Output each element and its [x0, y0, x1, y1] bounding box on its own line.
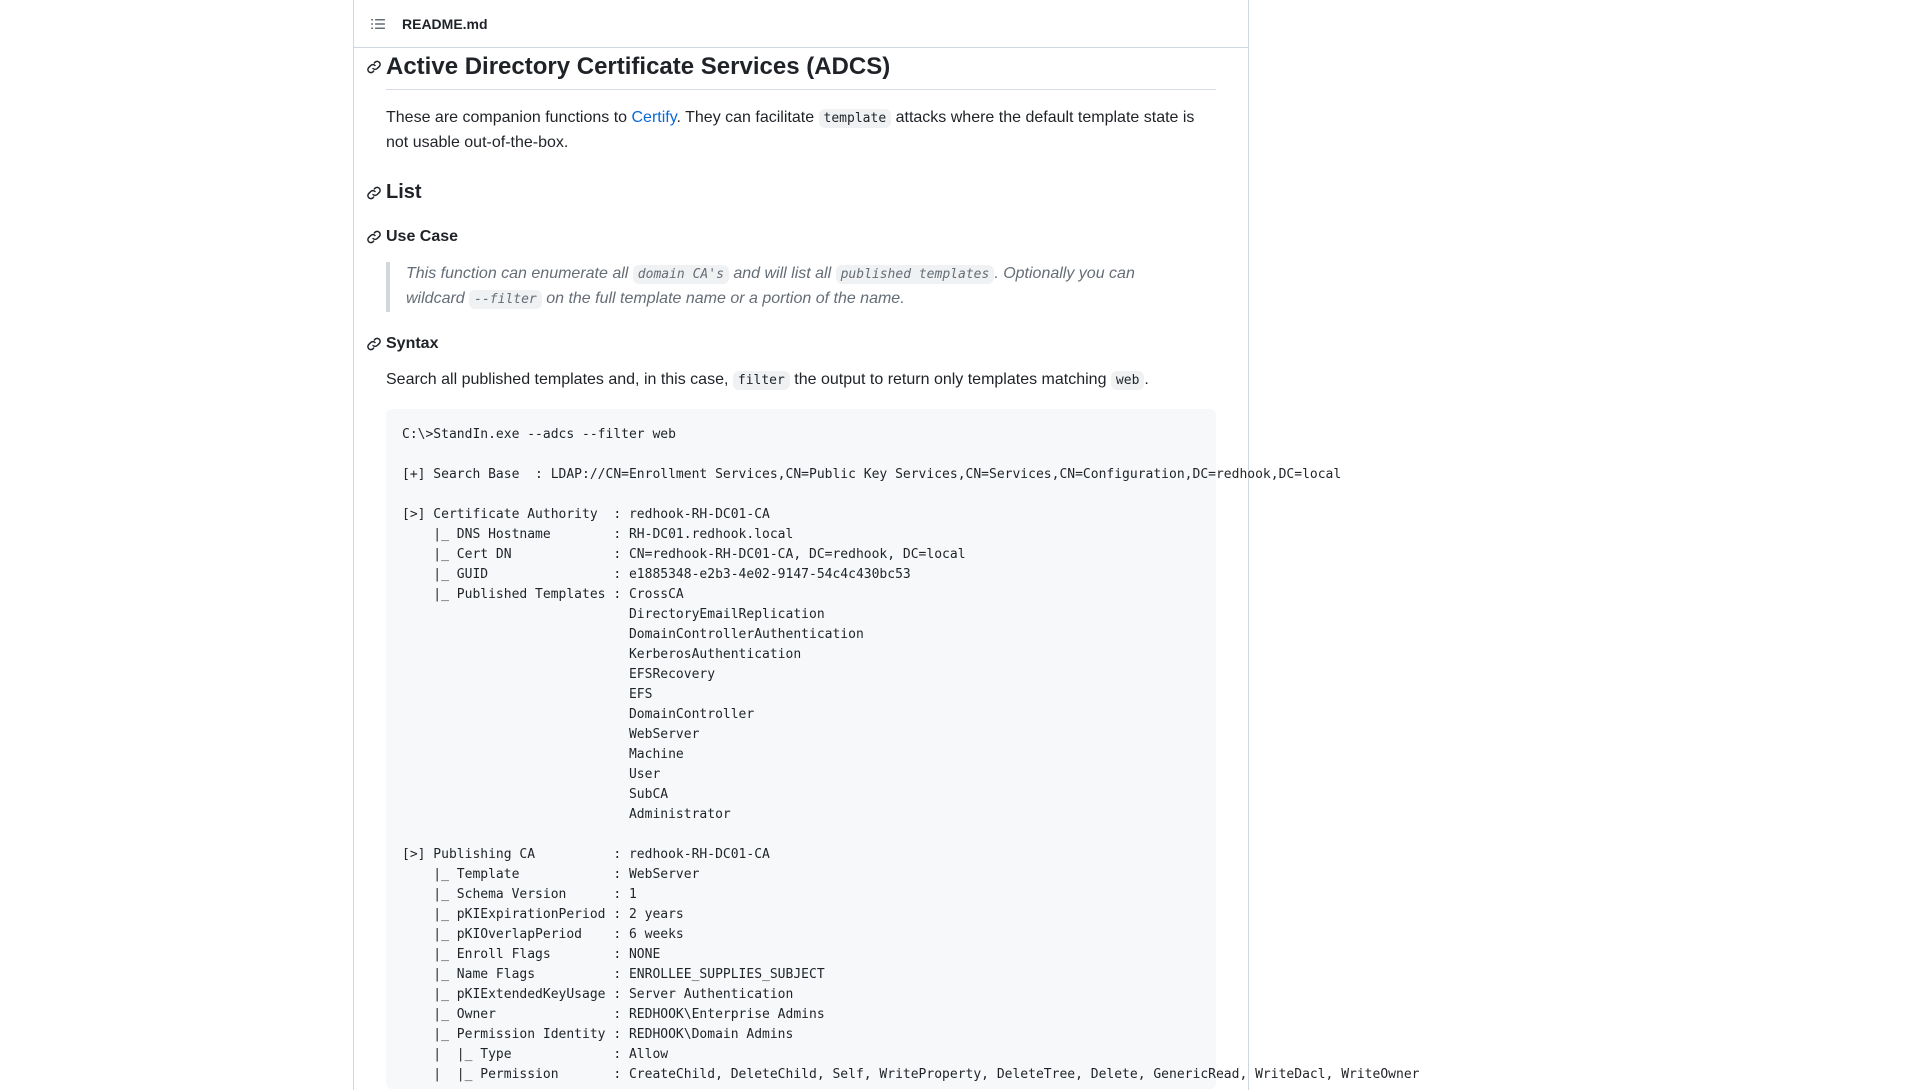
file-name: README.md: [402, 15, 488, 32]
code-block[interactable]: [386, 409, 1420, 1089]
list-unordered-icon[interactable]: [370, 16, 386, 32]
syntax-text-3: .: [1144, 371, 1149, 388]
adcs-intro: [386, 106, 1216, 155]
link-icon[interactable]: [366, 185, 382, 201]
heading-list-text: List: [386, 181, 422, 203]
link-icon[interactable]: [366, 336, 382, 352]
inline-code-filter: filter: [733, 371, 790, 390]
heading-syntax-text: Syntax: [386, 335, 439, 352]
readme-header: [354, 0, 1248, 48]
code-block-content: C:\>StandIn.exe --adcs --filter web [+] Search Base : LDAP://CN=Enrollment Services,CN=Public Key Services,CN=Services,CN=Configuration,DC=redhook,DC=local [>] Certificate Authority : redhook-RH-DC01-CA |_ DNS Hostname : RH-DC01.redhook.local |_ Cert DN : CN=redhook-RH-DC01-CA, DC=redhook, DC=local |_ GUID : e1885348-e2b3-4e02-9147-54c4c430bc53 |_ Published Templates : CrossCA DirectoryEmailReplication DomainControllerAuthentication KerberosAuthentication EFSRecovery EFS DomainController WebServer Machine User SubCA Administrator [>] Publishing CA : redhook-RH-DC01-CA |_ Template : WebServer |_ Schema Version : 1 |_ pKIExpirationPeriod : 2 years |_ pKIOverlapPeriod : 6 weeks |_ Enroll Flags : NONE |_ Name Flags : ENROLLEE_SUPPLIES_SUBJECT |_ pKIExtendedKeyUsage : Server Authentication |_ Owner : REDHOOK\Enterprise Admins |_ Permission Identity : REDHOOK\Domain Admins | |_ Type : Allow | |_ Permission : CreateChild, DeleteChild, Self, WriteProperty, DeleteTree, Delete, GenericRead, WriteDacl, WriteOwner: [402, 427, 1420, 1082]
inline-code-filter-flag: --filter: [469, 290, 542, 309]
heading-use-case-text: Use Case: [386, 228, 459, 245]
inline-code-template: template: [819, 109, 892, 128]
inline-code-domain-cas: domain CA's: [633, 265, 729, 284]
intro-text-3: attacks where the default template state is not usable out-of-the-box.: [386, 109, 1195, 151]
use-case-quote: [386, 262, 1166, 312]
inline-code-web: web: [1111, 371, 1144, 390]
certify-link[interactable]: Certify: [631, 109, 677, 126]
syntax-text-2: the output to return only templates matching: [789, 371, 1111, 388]
heading-list: [386, 180, 1216, 205]
syntax-text-1: Search all published templates and, in this case,: [386, 371, 733, 388]
heading-adcs: [386, 52, 1216, 90]
heading-use-case: [386, 227, 1216, 247]
link-icon[interactable]: [366, 59, 382, 75]
quote-text-3: . Optionally you can wildcard: [406, 265, 1135, 307]
readme-container: [353, 0, 1420, 1090]
heading-adcs-text: Active Directory Certificate Services (ADCS): [386, 53, 891, 80]
quote-text-4: on the full template name or a portion of the name.: [541, 290, 905, 307]
syntax-description: [386, 368, 1216, 393]
link-icon[interactable]: [366, 229, 382, 245]
intro-text-1: These are companion functions to: [386, 109, 632, 126]
quote-text-2: and will list all: [728, 265, 836, 282]
intro-text-2: . They can facilitate: [676, 109, 819, 126]
markdown-body: [386, 48, 1420, 1089]
heading-syntax: [386, 334, 1216, 354]
quote-text-1: This function can enumerate all: [406, 265, 633, 282]
inline-code-published-templates: published templates: [836, 265, 995, 284]
